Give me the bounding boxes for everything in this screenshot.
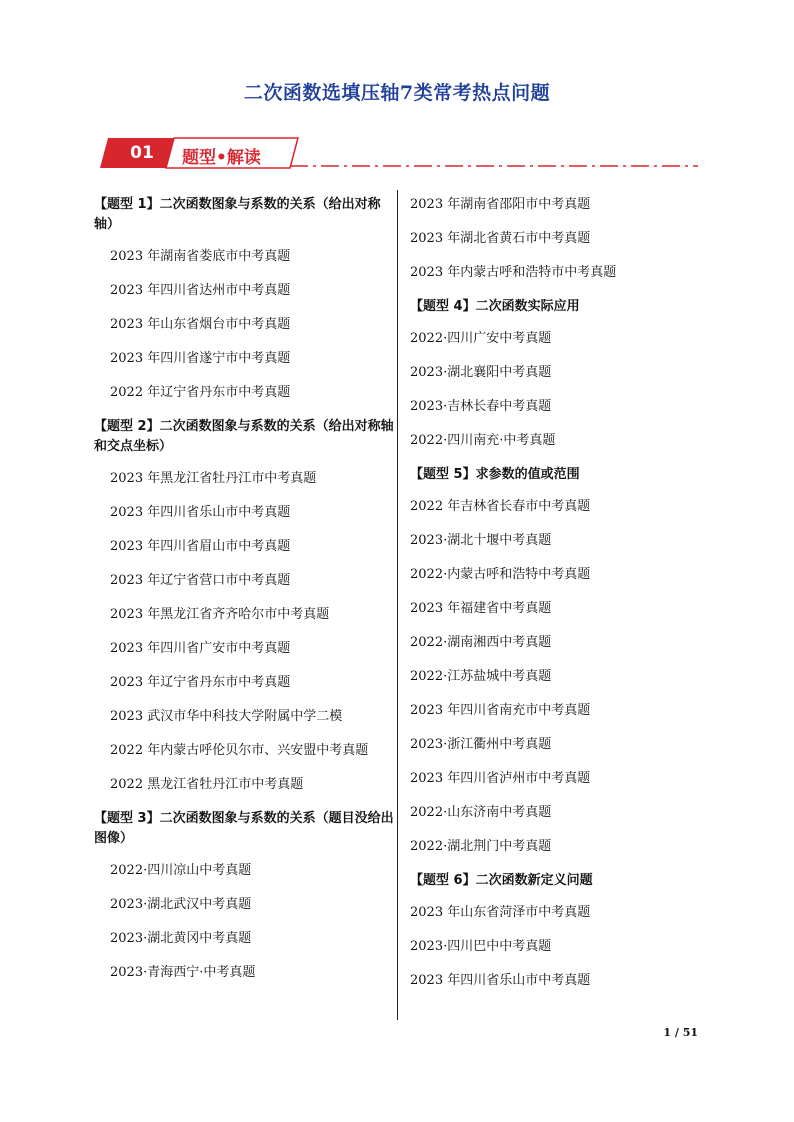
list-item: 2023 年黑龙江省牡丹江市中考真题: [110, 471, 317, 486]
list-item: 2023·青海西宁·中考真题: [110, 965, 256, 980]
list-item: 2022·四川广安中考真题: [410, 331, 552, 346]
list-item: 2022·江苏盐城中考真题: [410, 669, 552, 684]
list-item: 2022·湖北荆门中考真题: [410, 839, 552, 854]
list-item: 2023 年辽宁省丹东市中考真题: [110, 675, 291, 690]
list-item: 2023 年四川省泸州市中考真题: [410, 771, 591, 786]
list-item: 2023 年内蒙古呼和浩特市中考真题: [410, 265, 617, 280]
list-item: 2022·山东济南中考真题: [410, 805, 552, 820]
list-item: 2023 年四川省遂宁市中考真题: [110, 351, 291, 366]
list-item: 2023 年湖南省邵阳市中考真题: [410, 197, 591, 212]
list-item: 2023 武汉市华中科技大学附属中学二模: [110, 709, 343, 724]
list-item: 2023·四川巴中中考真题: [410, 939, 552, 954]
list-item: 2023 年四川省达州市中考真题: [110, 283, 291, 298]
list-item: 2023·湖北十堰中考真题: [410, 533, 552, 548]
page-title: 二次函数选填压轴7类常考热点问题: [243, 82, 551, 104]
list-item: 2022 年内蒙古呼伦贝尔市、兴安盟中考真题: [110, 743, 369, 758]
banner-number: 01: [130, 143, 154, 163]
list-item: 2023 年辽宁省营口市中考真题: [110, 573, 291, 588]
banner-label: 题型•解读: [182, 148, 261, 168]
list-item: 2023 年福建省中考真题: [410, 601, 552, 616]
page-number: 1 / 51: [663, 1026, 698, 1039]
list-item: 2023·浙江衢州中考真题: [410, 737, 552, 752]
list-item: 2022·内蒙古呼和浩特中考真题: [410, 567, 591, 582]
list-item: 2022·湖南湘西中考真题: [410, 635, 552, 650]
list-item: 2023 年四川省眉山市中考真题: [110, 539, 291, 554]
section-heading: 【题型 1】二次函数图象与系数的关系（给出对称轴）: [94, 197, 381, 232]
section-heading: 【题型 2】二次函数图象与系数的关系（给出对称轴和交点坐标）: [94, 419, 394, 454]
right-column: [410, 195, 710, 1005]
list-item: 2022·四川凉山中考真题: [110, 863, 252, 878]
section-heading: 【题型 6】二次函数新定义问题: [410, 873, 593, 888]
list-item: 2023·吉林长春中考真题: [410, 399, 552, 414]
section-heading: 【题型 3】二次函数图象与系数的关系（题目没给出图像）: [94, 811, 394, 846]
list-item: 2022·四川南充·中考真题: [410, 433, 556, 448]
list-item: 2023 年四川省南充市中考真题: [410, 703, 591, 718]
list-item: 2022 年吉林省长春市中考真题: [410, 499, 591, 514]
list-item: 2023 年四川省广安市中考真题: [110, 641, 291, 656]
section-heading: 【题型 4】二次函数实际应用: [410, 299, 580, 314]
section-banner: [100, 134, 700, 174]
list-item: 2023 年山东省菏泽市中考真题: [410, 905, 591, 920]
list-item: 2023 年四川省乐山市中考真题: [110, 505, 291, 520]
list-item: 2023·湖北黄冈中考真题: [110, 931, 252, 946]
list-item: 2022 黑龙江省牡丹江市中考真题: [110, 777, 304, 792]
list-item: 2023·湖北襄阳中考真题: [410, 365, 552, 380]
list-item: 2022 年辽宁省丹东市中考真题: [110, 385, 291, 400]
list-item: 2023 年湖南省娄底市中考真题: [110, 249, 291, 264]
left-column: [94, 195, 398, 997]
list-item: 2023 年山东省烟台市中考真题: [110, 317, 291, 332]
list-item: 2023·湖北武汉中考真题: [110, 897, 252, 912]
list-item: 2023 年黑龙江省齐齐哈尔市中考真题: [110, 607, 330, 622]
section-heading: 【题型 5】求参数的值或范围: [410, 467, 580, 482]
list-item: 2023 年四川省乐山市中考真题: [410, 973, 591, 988]
list-item: 2023 年湖北省黄石市中考真题: [410, 231, 591, 246]
